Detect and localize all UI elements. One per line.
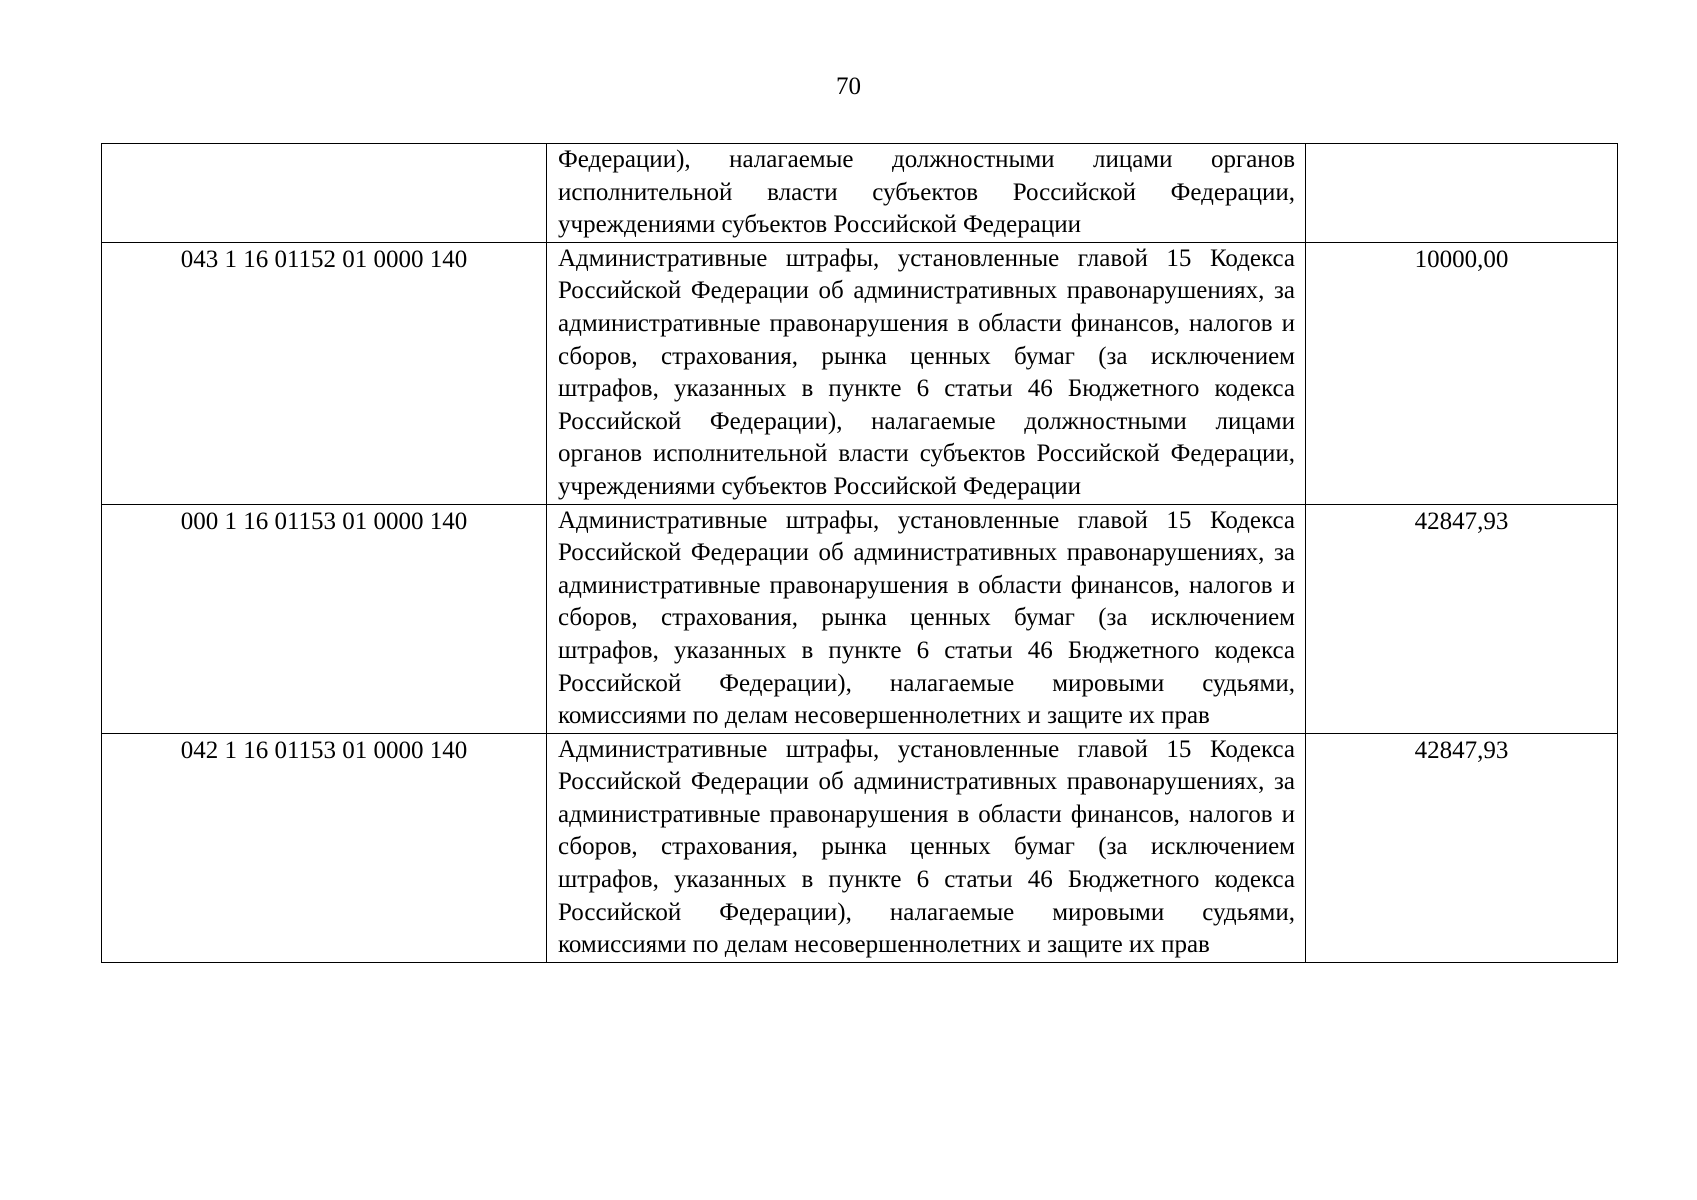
budget-revenue-table [101,143,1618,963]
budget-code-cell: 043 1 16 01152 01 0000 140 [102,242,547,504]
budget-code-cell [102,144,547,243]
budget-code-cell: 000 1 16 01153 01 0000 140 [102,504,547,733]
table-row [102,504,1618,733]
budget-code-cell: 042 1 16 01153 01 0000 140 [102,733,547,962]
revenue-name-cell: Административные штрафы, установленные главой 15 Кодекса Российской Федерации об административных правонарушениях, за административные правонарушения в области финансов, налогов и сборов, страхования, рынка ценных бумаг (за исключением штрафов, указанных в пункте 6 статьи 46 Бюджетного кодекса Российской Федерации), налагаемые мировыми судьями, комиссиями по делам несовершеннолетних и защите их прав [547,733,1306,962]
revenue-name-cell: Административные штрафы, установленные главой 15 Кодекса Российской Федерации об административных правонарушениях, за административные правонарушения в области финансов, налогов и сборов, страхования, рынка ценных бумаг (за исключением штрафов, указанных в пункте 6 статьи 46 Бюджетного кодекса Российской Федерации), налагаемые мировыми судьями, комиссиями по делам несовершеннолетних и защите их прав [547,504,1306,733]
sum-cell: 42847,93 [1306,504,1618,733]
revenue-name-cell: Федерации), налагаемые должностными лицами органов исполнительной власти субъектов Российской Федерации, учреждениями субъектов Российской Федерации [547,144,1306,243]
table-row [102,242,1618,504]
sum-cell: 10000,00 [1306,242,1618,504]
sum-cell: 42847,93 [1306,733,1618,962]
page-number: 70 [836,73,861,100]
table-row [102,733,1618,962]
table-row [102,144,1618,243]
sum-cell [1306,144,1618,243]
revenue-name-cell: Административные штрафы, установленные главой 15 Кодекса Российской Федерации об административных правонарушениях, за административные правонарушения в области финансов, налогов и сборов, страхования, рынка ценных бумаг (за исключением штрафов, указанных в пункте 6 статьи 46 Бюджетного кодекса Российской Федерации), налагаемые должностными лицами органов исполнительной власти субъектов Российской Федерации, учреждениями субъектов Российской Федерации [547,242,1306,504]
